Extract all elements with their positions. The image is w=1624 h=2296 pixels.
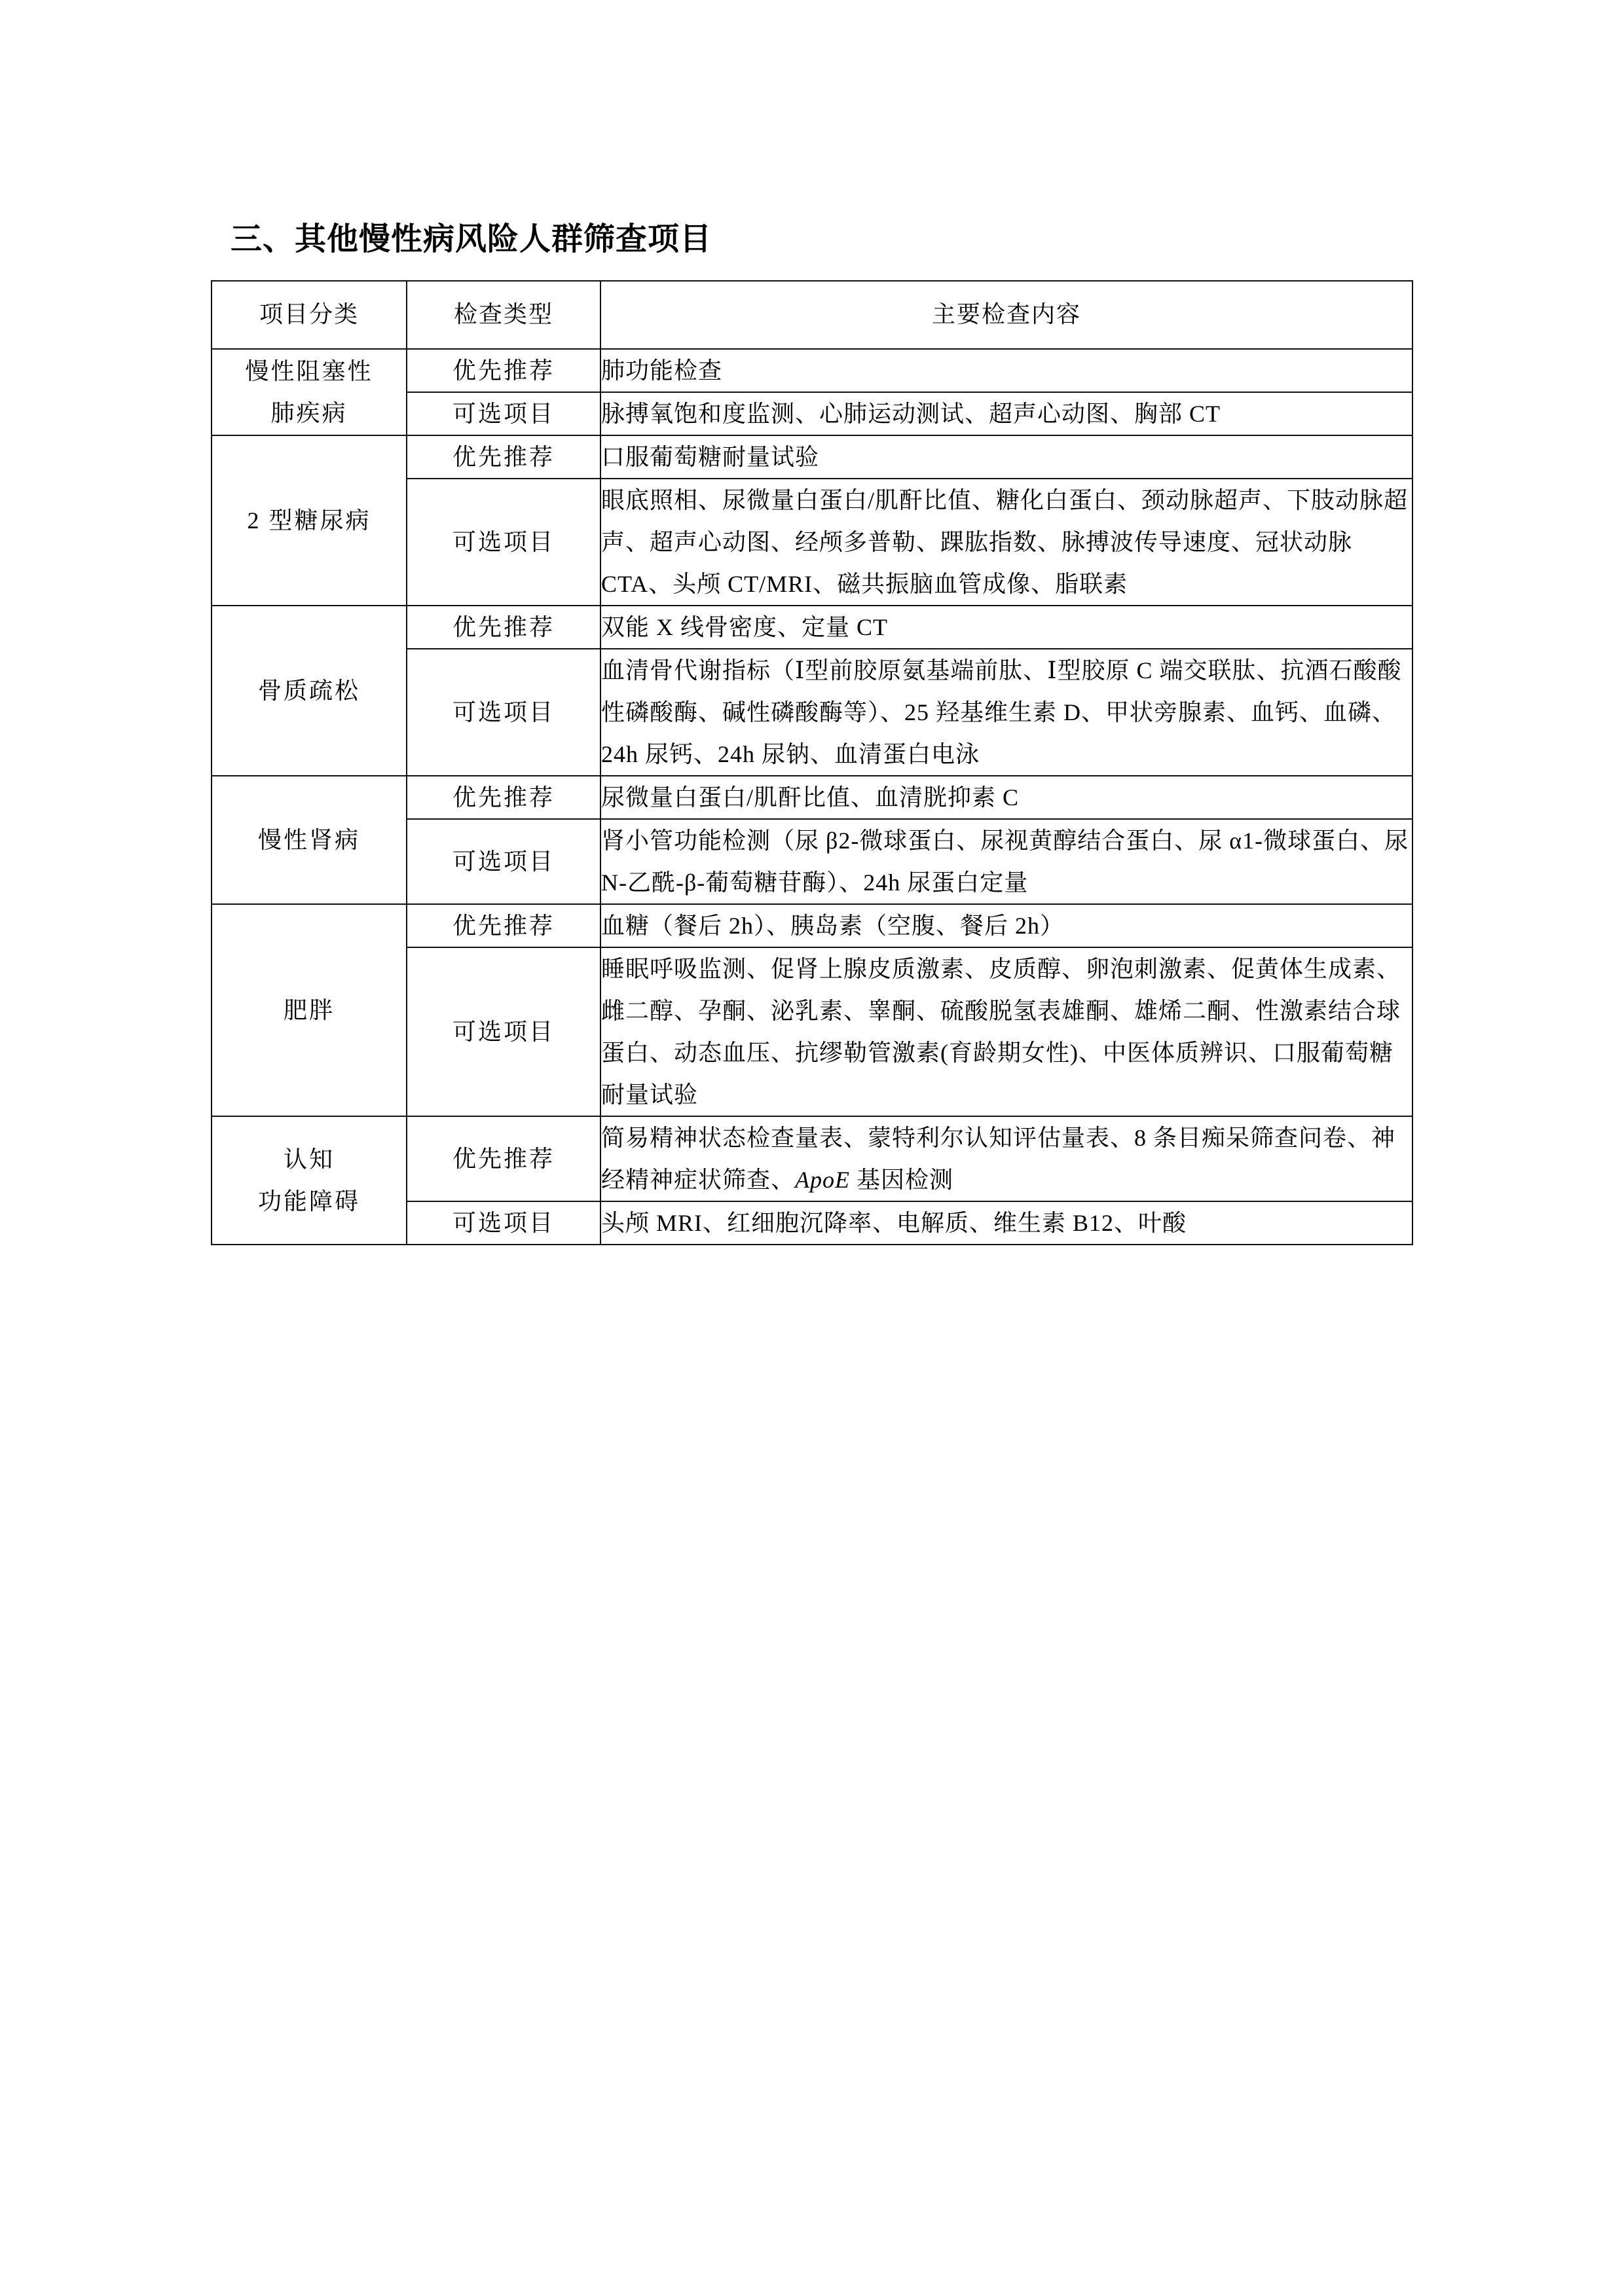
screening-table [211,280,1413,1245]
cell-category [212,904,407,1116]
table-row [212,349,1412,392]
cell-content: 尿微量白蛋白/肌酐比值、血清胱抑素 C [600,776,1412,819]
category-label-line: 慢性肾病 [257,827,360,853]
table-body [212,349,1412,1245]
category-label-line: 2 型糖尿病 [247,507,371,534]
category-label-line: 功能障碍 [257,1188,360,1214]
cell-exam-type: 可选项目 [407,1201,600,1245]
header-content: 主要检查内容 [600,281,1412,349]
table-row [212,776,1412,819]
cell-content: 头颅 MRI、红细胞沉降率、电解质、维生素 B12、叶酸 [600,1201,1412,1245]
content-fragment: 简易精神状态检查量表、蒙特利尔认知评估量表、8 条目痴呆筛查问卷、神经精神症状筛查、 [601,1125,1396,1193]
cell-exam-type: 优先推荐 [407,349,600,392]
category-label-line: 认知 [283,1146,335,1173]
cell-exam-type: 可选项目 [407,649,600,776]
cell-content: 口服葡萄糖耐量试验 [600,435,1412,479]
header-category: 项目分类 [212,281,407,349]
cell-content: 血清骨代谢指标（Ⅰ型前胶原氨基端前肽、Ⅰ型胶原 C 端交联肽、抗酒石酸酸性磷酸酶、碱性磷酸酶等）、25 羟基维生素 D、甲状旁腺素、血钙、血磷、24h 尿钙、24h 尿钠、血清蛋白电泳 [600,649,1412,776]
table-row [212,435,1412,479]
category-label-line: 肺疾病 [270,400,348,426]
cell-exam-type: 优先推荐 [407,776,600,819]
cell-content [600,1116,1412,1201]
cell-exam-type: 可选项目 [407,947,600,1116]
cell-content: 眼底照相、尿微量白蛋白/肌酐比值、糖化白蛋白、颈动脉超声、下肢动脉超声、超声心动图、经颅多普勒、踝肱指数、脉搏波传导速度、冠状动脉 CTA、头颅 CT/MRI、磁共振脑血管成像、脂联素 [600,479,1412,606]
cell-category [212,435,407,606]
cell-category [212,606,407,776]
cell-content: 血糖（餐后 2h）、胰岛素（空腹、餐后 2h） [600,904,1412,947]
cell-exam-type: 优先推荐 [407,1116,600,1201]
content-fragment: 基因检测 [850,1167,954,1193]
content-fragment: ApoE [795,1167,850,1193]
cell-exam-type: 优先推荐 [407,606,600,649]
cell-category [212,349,407,435]
category-label-line: 肥胖 [283,997,335,1023]
cell-content: 肾小管功能检测（尿 β2-微球蛋白、尿视黄醇结合蛋白、尿 α1-微球蛋白、尿 N-乙酰-β-葡萄糖苷酶）、24h 尿蛋白定量 [600,819,1412,904]
table-header-row [212,281,1412,349]
cell-content: 双能 X 线骨密度、定量 CT [600,606,1412,649]
cell-category [212,776,407,904]
table-head [212,281,1412,349]
cell-exam-type: 优先推荐 [407,904,600,947]
category-label-line: 慢性阻塞性 [245,358,373,384]
section-heading: 三、其他慢性病风险人群筛查项目 [231,220,712,257]
cell-content: 肺功能检查 [600,349,1412,392]
cell-content: 脉搏氧饱和度监测、心肺运动测试、超声心动图、胸部 CT [600,392,1412,435]
category-label-line: 骨质疏松 [257,678,360,704]
table-row [212,904,1412,947]
cell-exam-type: 可选项目 [407,819,600,904]
cell-content: 睡眠呼吸监测、促肾上腺皮质激素、皮质醇、卵泡刺激素、促黄体生成素、雌二醇、孕酮、泌乳素、睾酮、硫酸脱氢表雄酮、雄烯二酮、性激素结合球蛋白、动态血压、抗缪勒管激素(育龄期女性)、中医体质辨识、口服葡萄糖耐量试验 [600,947,1412,1116]
screening-table-wrapper [211,280,1412,1245]
cell-exam-type: 可选项目 [407,392,600,435]
table-row [212,1116,1412,1201]
cell-exam-type: 优先推荐 [407,435,600,479]
header-exam-type: 检查类型 [407,281,600,349]
cell-exam-type: 可选项目 [407,479,600,606]
table-row [212,606,1412,649]
cell-category [212,1116,407,1245]
